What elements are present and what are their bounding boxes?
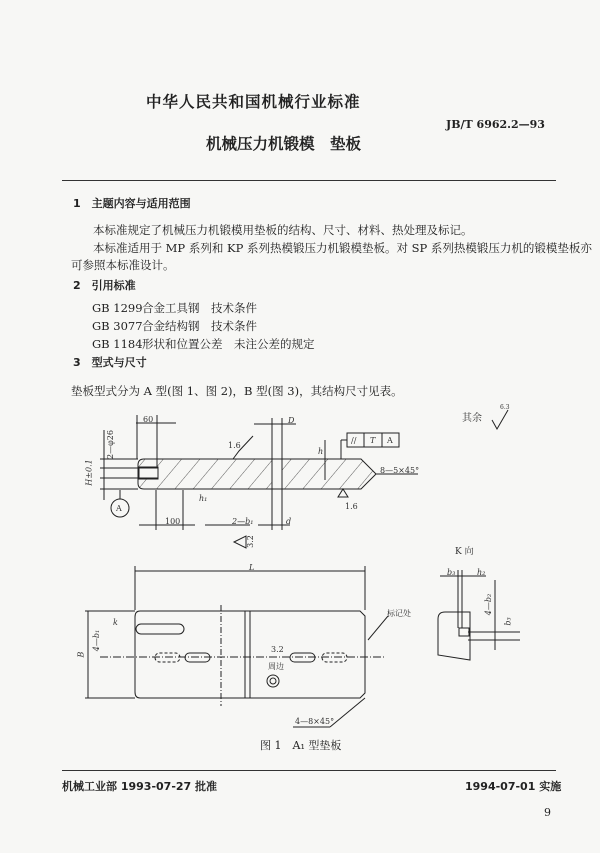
section-1-heading: 1 主题内容与适用范围	[73, 197, 191, 210]
dim-4b1: 4—b₁	[92, 629, 102, 652]
implementation-date: 1994-07-01 实施	[465, 780, 562, 793]
issuing-body: 中华人民共和国机械行业标准	[146, 93, 361, 111]
roughness-top: 1.6	[228, 441, 241, 450]
datum-a: A	[116, 504, 122, 513]
rest-roughness: 6.3	[500, 404, 510, 411]
section-2-heading: 2 引用标准	[73, 279, 136, 292]
k-dim-b3: b₃	[447, 568, 456, 577]
k-dim-h2: h₂	[477, 568, 486, 577]
approval-date: 机械工业部 1993-07-27 批准	[62, 780, 218, 793]
reference-title: 合金结构钢 技术条件	[142, 319, 257, 333]
dim-100: 100	[165, 517, 181, 526]
dim-h-tol: H±0.1	[84, 459, 94, 486]
standard-number: JB/T 6962.2—93	[446, 118, 545, 131]
reference-code: GB 1299	[92, 301, 143, 315]
perimeter-label: 周边	[268, 662, 284, 671]
footer-divider	[62, 770, 556, 771]
reference-title: 形状和位置公差 未注公差的规定	[142, 337, 315, 351]
dim-k: k	[113, 618, 118, 627]
k-view-label: K 向	[455, 547, 474, 557]
dim-B: B	[76, 651, 86, 658]
dim-d: d	[286, 517, 292, 526]
document-title: 机械压力机锻模 垫板	[206, 135, 362, 153]
dim-D: D	[288, 416, 295, 425]
gdt-parallel: //	[351, 436, 357, 445]
dim-60: 60	[143, 415, 154, 424]
paragraph: 可参照本标准设计。	[71, 258, 175, 272]
roughness-bottom: 1.6	[345, 502, 358, 511]
dim-L: L	[249, 563, 255, 572]
figure-caption: 图 1 A₁ 型垫板	[260, 739, 342, 752]
rest-label: 其余	[462, 413, 482, 424]
chamfer-note-2: 4—8×45°	[295, 717, 335, 726]
k-dim-4b2: 4—b₂	[484, 593, 494, 616]
gdt-datum: A	[387, 436, 393, 445]
paragraph: 垫板型式分为 A 型(图 1、图 2)，B 型(图 3)，其结构尺寸见表。	[71, 384, 403, 398]
dim-h: h	[318, 447, 324, 456]
dim-2b1: 2—b₁	[232, 517, 254, 526]
k-dim-b3b: b₃	[503, 617, 513, 626]
reference-code: GB 1184	[92, 337, 143, 351]
paragraph: 本标准适用于 MP 系列和 KP 系列热模锻压力机锻模垫板。对 SP 系列热模锻压力机的锻模垫板亦	[93, 241, 592, 255]
reference-code: GB 3077	[92, 319, 143, 333]
dim-h1: h₁	[199, 494, 208, 503]
paragraph: 本标准规定了机械压力机锻模用垫板的结构、尺寸、材料、热处理及标记。	[93, 223, 473, 237]
mark-place-label: 标记处	[387, 609, 411, 618]
roughness-3-2: 3.2	[245, 535, 255, 548]
roughness-3-2b: 3.2	[271, 645, 284, 654]
page-number: 9	[544, 806, 551, 819]
gdt-tolerance: T	[370, 436, 376, 445]
dim-holes: 2—φ26	[105, 430, 115, 459]
chamfer-note: 8—5×45°	[380, 466, 420, 475]
section-3-heading: 3 型式与尺寸	[73, 356, 147, 369]
reference-title: 合金工具钢 技术条件	[142, 301, 257, 315]
